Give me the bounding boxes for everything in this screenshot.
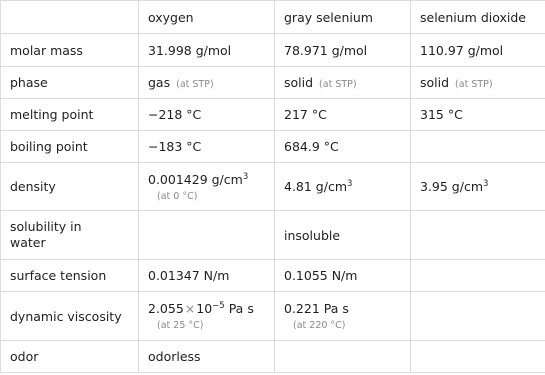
cell-oxygen-phase <box>139 67 275 99</box>
row-solubility <box>1 211 545 260</box>
row-melting-point <box>1 99 545 131</box>
condition-note: (at STP) <box>176 79 214 90</box>
density-value: 3.95 g/cm <box>420 179 484 194</box>
row-dynamic-viscosity <box>1 292 545 341</box>
viscosity-unit: Pa s <box>228 301 254 316</box>
phase-value: gas <box>148 75 171 90</box>
cell-selenium-dioxide-dynamic-viscosity <box>411 292 545 341</box>
cell-selenium-dioxide-odor <box>411 341 545 373</box>
cell-gray-selenium-molar-mass: 78.971 g/mol <box>275 34 411 67</box>
row-label-dynamic-viscosity: dynamic viscosity <box>1 292 139 341</box>
row-label-solubility <box>1 211 139 260</box>
cell-gray-selenium-surface-tension: 0.1055 N/m <box>275 260 411 292</box>
unit-exponent: 3 <box>483 179 489 189</box>
cell-selenium-dioxide-melting-point: 315 °C <box>411 99 545 131</box>
column-header-oxygen: oxygen <box>139 1 275 34</box>
viscosity-exponent: −5 <box>212 301 225 311</box>
row-density <box>1 163 545 211</box>
cell-gray-selenium-odor <box>275 341 411 373</box>
cell-gray-selenium-boiling-point: 684.9 °C <box>275 131 411 163</box>
row-boiling-point <box>1 131 545 163</box>
row-label-phase: phase <box>1 67 139 99</box>
condition-note: (at 220 °C) <box>293 320 346 331</box>
corner-cell <box>1 1 139 34</box>
cell-selenium-dioxide-surface-tension <box>411 260 545 292</box>
header-row <box>1 1 545 34</box>
cell-gray-selenium-dynamic-viscosity <box>275 292 411 341</box>
row-label-surface-tension: surface tension <box>1 260 139 292</box>
unit-exponent: 3 <box>242 171 249 182</box>
viscosity-base: 10 <box>196 301 213 316</box>
cell-selenium-dioxide-density <box>411 163 545 211</box>
cell-oxygen-surface-tension: 0.01347 N/m <box>139 260 275 292</box>
viscosity-mantissa: 2.055 <box>148 301 184 316</box>
column-header-selenium-dioxide: selenium dioxide <box>411 1 545 34</box>
viscosity-value: 0.221 Pa s <box>284 301 349 316</box>
row-label-molar-mass: molar mass <box>1 34 139 67</box>
cell-selenium-dioxide-molar-mass: 110.97 g/mol <box>411 34 545 67</box>
density-value: 0.001429 g/cm <box>148 171 243 187</box>
row-molar-mass <box>1 34 545 67</box>
row-label-line: water <box>10 235 46 250</box>
row-label-odor: odor <box>1 341 139 373</box>
phase-value: solid <box>284 75 314 90</box>
row-label-melting-point: melting point <box>1 99 139 131</box>
cell-oxygen-odor: odorless <box>139 341 275 373</box>
cell-oxygen-density <box>139 163 275 211</box>
row-label-line: solubility in <box>10 219 82 234</box>
cell-oxygen-boiling-point: −183 °C <box>139 131 275 163</box>
cell-gray-selenium-density <box>275 163 411 211</box>
cell-selenium-dioxide-boiling-point <box>411 131 545 163</box>
cell-oxygen-molar-mass: 31.998 g/mol <box>139 34 275 67</box>
cell-gray-selenium-solubility: insoluble <box>275 211 411 260</box>
cell-gray-selenium-phase <box>275 67 411 99</box>
condition-note: (at 0 °C) <box>157 190 198 202</box>
unit-exponent: 3 <box>347 179 353 189</box>
cell-selenium-dioxide-solubility <box>411 211 545 260</box>
density-value: 4.81 g/cm <box>284 179 348 194</box>
row-odor <box>1 341 545 373</box>
cell-oxygen-dynamic-viscosity <box>139 292 275 341</box>
row-phase <box>1 67 545 99</box>
times-sign: × <box>184 301 196 316</box>
cell-oxygen-solubility <box>139 211 275 260</box>
cell-gray-selenium-melting-point: 217 °C <box>275 99 411 131</box>
cell-selenium-dioxide-phase <box>411 67 545 99</box>
condition-note: (at 25 °C) <box>157 320 204 331</box>
phase-value: solid <box>420 75 450 90</box>
row-label-boiling-point: boiling point <box>1 131 139 163</box>
cell-oxygen-melting-point: −218 °C <box>139 99 275 131</box>
row-surface-tension <box>1 260 545 292</box>
condition-note: (at STP) <box>455 79 493 90</box>
row-label-density: density <box>1 163 139 211</box>
condition-note: (at STP) <box>319 79 357 90</box>
column-header-gray-selenium: gray selenium <box>275 1 411 34</box>
